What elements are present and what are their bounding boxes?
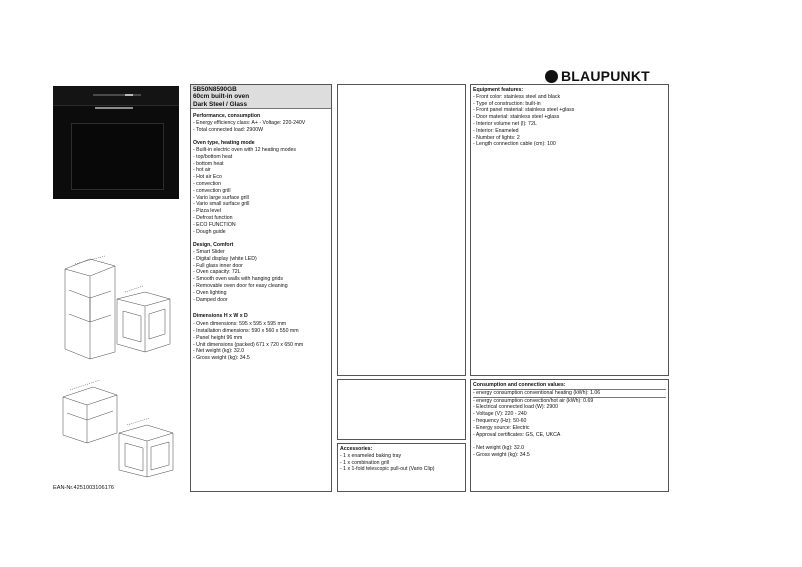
list-item: - Unit dimensions (packed) 671 x 720 x 650 mm — [193, 341, 304, 348]
spec-list — [193, 113, 329, 362]
oven-product-photo — [53, 86, 179, 199]
list-item: - Gross weight (kg): 34.5 — [193, 355, 250, 362]
list-item: - Dough guide — [193, 228, 226, 235]
section-heading-oven-type: Oven type, heating mode — [193, 140, 255, 147]
spec-column-empty-top — [337, 84, 466, 376]
list-item: - Front panel material: stainless steel +glass — [473, 107, 575, 114]
accessories-panel — [337, 443, 466, 492]
list-item: - Oven lighting — [193, 289, 227, 296]
spec-column-main — [190, 84, 332, 492]
section-heading-equipment: Equipment features: — [473, 87, 524, 93]
section-heading-performance: Performance, consumption — [193, 113, 261, 119]
blaupunkt-logo-dot-icon — [545, 70, 558, 83]
list-item: - Oven capacity: 72L — [193, 269, 241, 276]
oven-door-window — [71, 123, 164, 190]
list-item: - convection grill — [193, 187, 231, 194]
list-item: - Number of lights: 2 — [473, 134, 520, 141]
list-item: - bottom heat — [193, 160, 224, 167]
list-item: - Electrical connected load (W): 2900 — [473, 404, 559, 411]
list-item: - Damped door — [193, 296, 228, 303]
list-item: - Net weight (kg): 32.0 — [193, 348, 245, 355]
list-item: - Energy source: Electric — [473, 424, 530, 431]
oven-display-dots — [125, 94, 133, 96]
section-heading-dimensions: Dimensions H x W x D — [193, 313, 248, 320]
list-item: - Front color: stainless steel and black — [473, 93, 561, 100]
product-model: 5B50N8590GB — [193, 86, 237, 93]
list-item: - convection — [193, 180, 221, 187]
list-item: - Defrost function — [193, 214, 233, 221]
list-item: - Approval certificates: GS, CE, UKCA — [473, 431, 561, 438]
product-header — [191, 85, 331, 109]
oven-control-panel — [53, 86, 179, 106]
list-item: - Pizza level — [193, 208, 221, 215]
list-item: - Type of construction: built-in — [473, 100, 541, 107]
list-item: - Energy efficiency class: A+ - Voltage: 220-240V — [193, 119, 306, 126]
consumption-panel — [470, 379, 669, 492]
list-item: - Digital display (white LED) — [193, 255, 257, 262]
list-item: - Built-in electric oven with 12 heating modes — [193, 146, 296, 153]
installation-drawing-tall-cabinet — [55, 254, 180, 369]
oven-display — [93, 94, 141, 96]
list-item: - Gross weight (kg): 34.5 — [473, 451, 530, 458]
section-heading-accessories: Accessories: — [340, 446, 373, 452]
list-item: - hot air — [193, 167, 211, 174]
list-item: - Door material: stainless steel +glass — [473, 114, 560, 121]
spec-column-empty-middle — [337, 379, 466, 440]
list-item: - Net weight (kg): 32.0 — [473, 445, 525, 452]
list-item: - Hot air Eco — [193, 174, 222, 181]
list-item: - 1 x combination grill — [340, 459, 390, 466]
list-item: - 1 x enameled baking tray — [340, 452, 402, 459]
list-item: - energy consumption convection/hot air (kWh): 0.69 — [473, 397, 594, 404]
equipment-panel — [470, 84, 669, 376]
list-item: - Interior volume net (l): 72L — [473, 120, 537, 127]
list-item: - ECO FUNCTION — [193, 221, 236, 228]
list-item: - Installation dimensions: 590 x 560 x 550 mm — [193, 327, 299, 334]
list-item: - Smooth oven walls with hanging grids — [193, 276, 283, 283]
brand-name: BLAUPUNKT — [561, 68, 650, 84]
ean-number: EAN-Nr.4251003106176 — [53, 485, 114, 491]
list-item: - top/bottom heat — [193, 153, 233, 160]
list-item: - Vario large surface grill — [193, 194, 249, 201]
list-item: - Panel height 96 mm — [193, 334, 243, 341]
list-item: - Vario small surface grill — [193, 201, 250, 208]
list-item: - Interior: Enameled — [473, 127, 519, 134]
section-heading-design: Design, Comfort — [193, 242, 234, 249]
list-item: - frequency (Hz): 50-60 — [473, 417, 527, 424]
list-item: - Voltage (V): 220 - 240 — [473, 411, 527, 418]
product-finish: Dark Steel / Glass — [193, 100, 247, 108]
list-item: - Smart Slider — [193, 248, 225, 255]
brand-logo — [545, 67, 670, 85]
list-item: - 1 x 1-fold telescopic pull-out (Vario Clip) — [340, 466, 435, 473]
oven-handle — [95, 107, 133, 109]
list-item: - Total connected load: 2900W — [193, 126, 263, 133]
product-type: 60cm built-in oven — [193, 93, 250, 101]
list-item: - Removable oven door for easy cleaning — [193, 282, 288, 289]
list-item: - energy consumption conventional heating (kWh): 1.06 — [473, 389, 666, 398]
list-item: - Full glass inner door — [193, 262, 243, 269]
section-heading-consumption: Consumption and connection values: — [473, 382, 566, 388]
list-item: - Oven dimensions: 595 x 595 x 595 mm — [193, 321, 287, 328]
installation-drawing-under-counter — [55, 375, 180, 480]
list-item: - Length connection cable (cm): 100 — [473, 141, 556, 148]
